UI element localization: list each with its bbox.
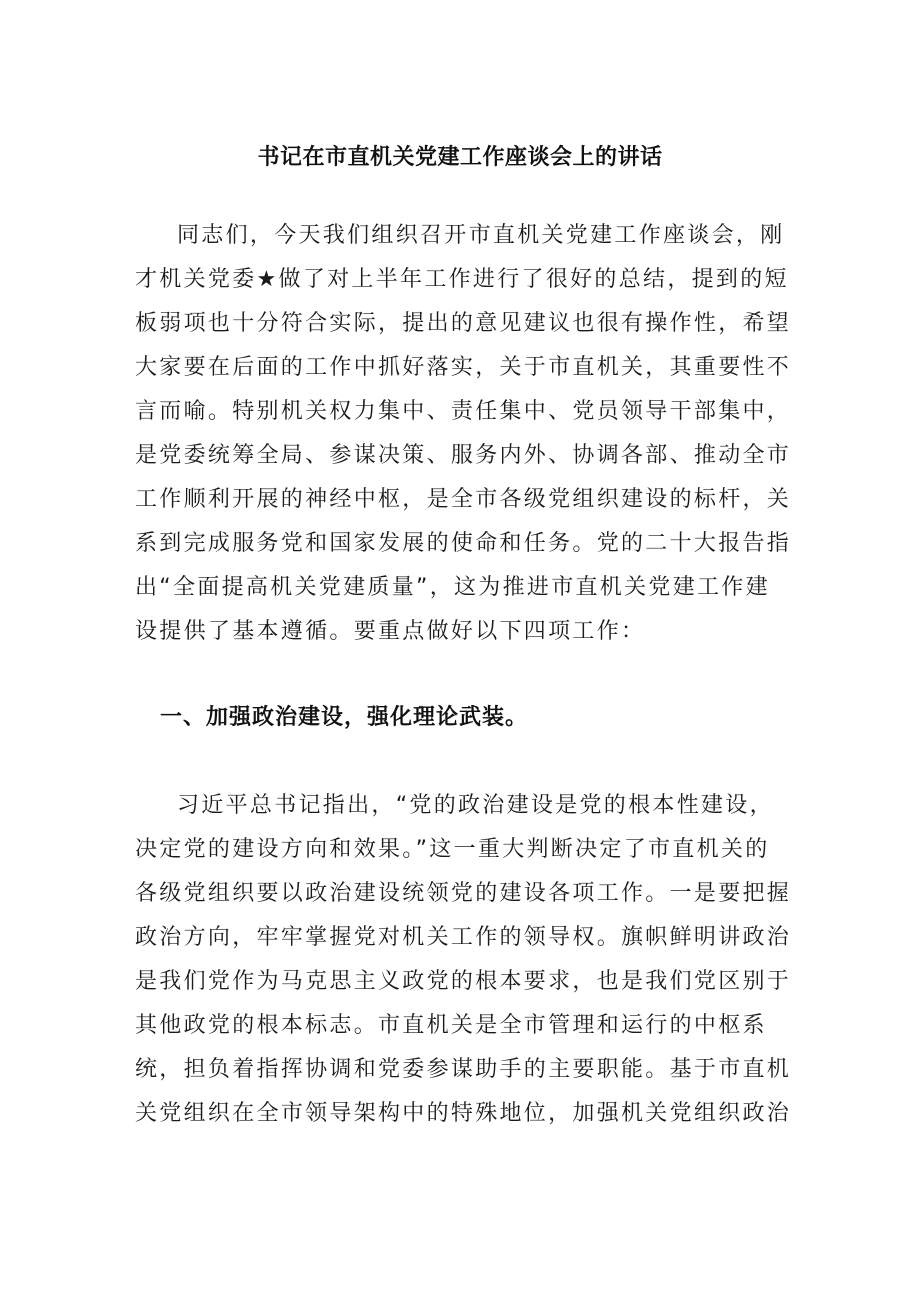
- paragraph-line: 决定党的建设方向和效果。”这一重大判断决定了市直机关的: [135, 837, 770, 862]
- paragraph-line: 才机关党委★做了对上半年工作进行了很好的总结，提到的短: [135, 267, 789, 292]
- paragraph-line: 是我们党作为马克思主义政党的根本要求，也是我们党区别于: [135, 969, 792, 994]
- paragraph-line: 出“全面提高机关党建质量”，这为推进市直机关党建工作建: [135, 575, 770, 600]
- paragraph-line: 设提供了基本遵循。要重点做好以下四项工作：: [135, 619, 646, 644]
- paragraph-line: 言而喻。特别机关权力集中、责任集中、党员领导干部集中，: [135, 399, 792, 424]
- paragraph-line: 其他政党的根本标志。市直机关是全市管理和运行的中枢系: [135, 1013, 767, 1038]
- paragraph-line: 政治方向，牢牢掌握党对机关工作的领导权。旗帜鲜明讲政治: [135, 925, 792, 950]
- paragraph-line: 习近平总书记指出，“党的政治建设是党的根本性建设，: [177, 793, 774, 818]
- section-heading: 一、加强政治建设，强化理论武装。: [160, 705, 529, 730]
- paragraph-line: 板弱项也十分符合实际，提出的意见建议也很有操作性，希望: [135, 311, 792, 336]
- paragraph-line: 工作顺利开展的神经中枢，是全市各级党组织建设的标杆，关: [135, 487, 792, 512]
- paragraph-line: 大家要在后面的工作中抓好落实，关于市直机关，其重要性不: [135, 355, 792, 380]
- paragraph-line: 各级党组织要以政治建设统领党的建设各项工作。一是要把握: [135, 881, 792, 906]
- section-1-paragraph: [135, 784, 792, 1136]
- paragraph-line: 关党组织在全市领导架构中的特殊地位，加强机关党组织政治: [135, 1101, 792, 1126]
- document-title: 书记在市直机关党建工作座谈会上的讲话: [257, 145, 663, 170]
- paragraph-line: 同志们，今天我们组织召开市直机关党建工作座谈会，刚: [177, 223, 785, 248]
- paragraph-line: 统，担负着指挥协调和党委参谋助手的主要职能。基于市直机: [135, 1057, 792, 1082]
- paragraph-line: 系到完成服务党和国家发展的使命和任务。党的二十大报告指: [135, 531, 792, 556]
- paragraph-line: 是党委统筹全局、参谋决策、服务内外、协调各部、推动全市: [135, 443, 792, 468]
- intro-paragraph: [135, 214, 792, 654]
